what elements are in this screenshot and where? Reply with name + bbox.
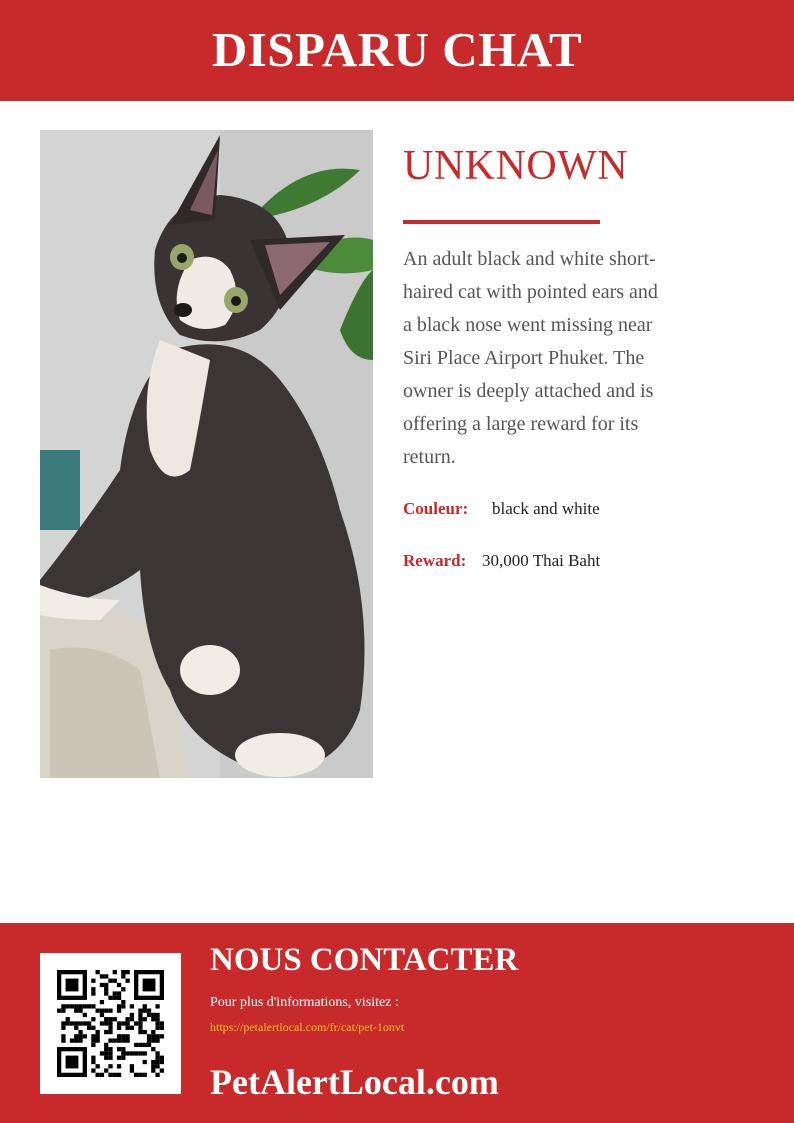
pet-description: An adult black and white short-haired cat with pointed ears and a black nose went missing near Siri Place Airport Phuket. The owner is deeply attached and is offering a large reward for its return.: [403, 248, 658, 468]
reward-attribute: [403, 550, 601, 572]
color-label: Couleur:: [403, 499, 469, 518]
pet-name: UNKNOWN: [403, 143, 629, 189]
qr-code[interactable]: [40, 953, 181, 1094]
contact-title: NOUS CONTACTER: [210, 942, 519, 978]
reward-label: Reward:: [403, 551, 467, 570]
color-attribute: [403, 498, 600, 520]
reward-value: 30,000 Thai Baht: [482, 551, 601, 570]
contact-link[interactable]: https://petalertlocal.com/fr/cat/pet-1onvt: [210, 1020, 405, 1034]
contact-info-text: Pour plus d'informations, visitez :: [210, 995, 399, 1010]
poster-title: DISPARU CHAT: [211, 22, 583, 77]
pet-photo: [40, 130, 373, 778]
brand-name: PetAlertLocal.com: [210, 1062, 499, 1102]
header-banner: [0, 0, 794, 101]
qr-code-graphic: [57, 970, 164, 1077]
color-value: black and white: [492, 499, 600, 518]
title-divider: [403, 220, 600, 224]
